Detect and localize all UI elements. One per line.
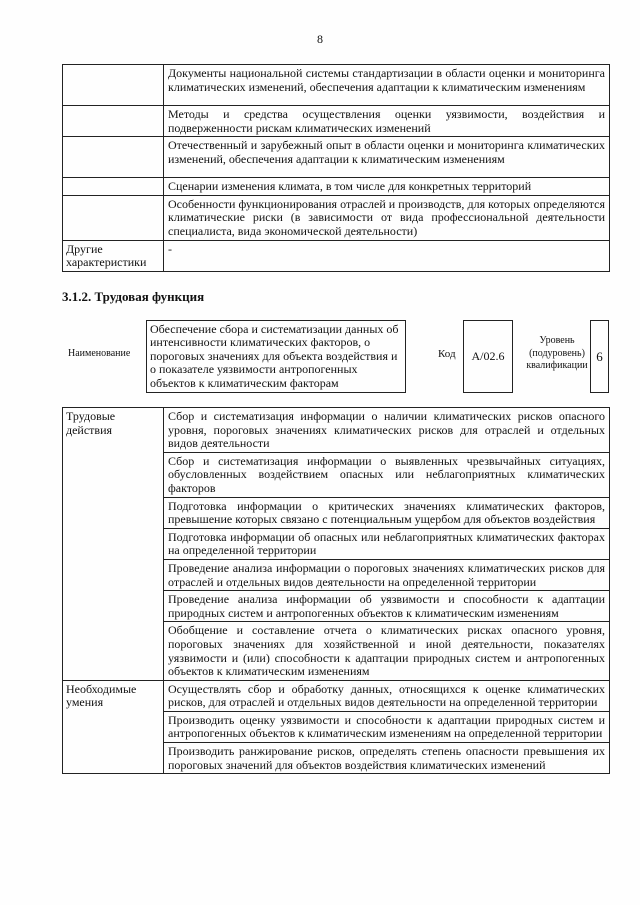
labor-action-item: Проведение анализа информации об уязвимости и способности к адаптации природных систем и антропогенных объектов к климатическим изменениям	[164, 591, 610, 622]
table-cell-label-empty	[63, 178, 164, 196]
table-row	[63, 137, 610, 178]
labor-action-item: Подготовка информации о критических значениях климатических факторов, превышение которых связано с потенциальным ущербом для объектов воздействия	[164, 497, 610, 528]
table-row	[63, 680, 610, 711]
level-label: Уровень (подуровень) квалификации	[526, 335, 588, 371]
table-cell-label-empty	[63, 65, 164, 106]
table-row	[63, 65, 610, 106]
labor-actions-label: Трудовые действия	[63, 408, 164, 681]
knowledge-item: Сценарии изменения климата, в том числе для конкретных территорий	[164, 178, 610, 196]
table-cell-label-empty	[63, 137, 164, 178]
section-heading: 3.1.2. Трудовая функция	[62, 289, 205, 304]
skill-item: Производить оценку уязвимости и способности к адаптации природных систем и антропогенных объектов к климатическим изменениям на определенной территории	[164, 711, 610, 742]
knowledge-item: Документы национальной системы стандартизации в области оценки и мониторинга климатических изменений, обеспечения адаптации к климатическим изменениям	[164, 65, 610, 106]
knowledge-item: Особенности функционирования отраслей и производств, для которых определяются климатические риски (в зависимости от вида профессиональной деятельности специалиста, вида экономической деятельности)	[164, 195, 610, 240]
skills-label: Необходимые умения	[63, 680, 164, 774]
labor-action-item: Сбор и систематизация информации о выявленных чрезвычайных ситуациях, обусловленных воздействием опасных или неблагоприятных климатических факторов	[164, 452, 610, 497]
knowledge-table	[62, 64, 610, 272]
labor-action-item: Сбор и систематизация информации о наличии климатических рисков опасного уровня, пороговых значениях климатических рисков для отраслей и отдельных видов деятельности	[164, 408, 610, 453]
skill-item: Производить ранжирование рисков, определять степень опасности превышения их пороговых значений для объектов воздействия климатических изменений	[164, 743, 610, 774]
table-cell-label-empty	[63, 195, 164, 240]
skill-item: Осуществлять сбор и обработку данных, относящихся к оценке климатических рисков, для отраслей и отдельных видов деятельности на определенной территории	[164, 680, 610, 711]
knowledge-item: Методы и средства осуществления оценки уязвимости, воздействия и подверженности рискам климатических изменений	[164, 106, 610, 137]
name-label: Наименование	[68, 348, 131, 359]
knowledge-item: Отечественный и зарубежный опыт в области оценки и мониторинга климатических изменений, обеспечения адаптации к климатическим изменениям	[164, 137, 610, 178]
table-row	[63, 195, 610, 240]
code-value: А/02.6	[463, 320, 513, 393]
table-row	[63, 240, 610, 271]
table-row	[63, 408, 610, 453]
other-characteristics-label: Другие характеристики	[63, 240, 164, 271]
labor-function-header	[62, 318, 609, 398]
table-cell-label-empty	[63, 106, 164, 137]
table-row	[63, 106, 610, 137]
page-number: 8	[317, 32, 323, 46]
labor-action-item: Проведение анализа информации о пороговых значениях климатических рисков для отраслей и отдельных видов деятельности на определенной территории	[164, 559, 610, 590]
level-value: 6	[590, 320, 609, 393]
labor-function-table	[62, 407, 610, 774]
table-row	[63, 178, 610, 196]
other-characteristics-value: -	[164, 240, 610, 271]
labor-action-item: Обобщение и составление отчета о климатических рисках опасного уровня, пороговых значениях для хозяйственной и иной деятельности, показателях уязвимости и (или) способности к адаптации природных систем и антропогенных объектов к климатическим изменениям	[164, 622, 610, 680]
code-label: Код	[438, 348, 456, 360]
labor-action-item: Подготовка информации об опасных или неблагоприятных климатических факторах на определенной территории	[164, 528, 610, 559]
name-value: Обеспечение сбора и систематизации данных об интенсивности климатических факторов, о пороговых значениях для объекта воздействия и о показателе уязвимости антропогенных объектов к климатическим факторам	[146, 320, 406, 393]
